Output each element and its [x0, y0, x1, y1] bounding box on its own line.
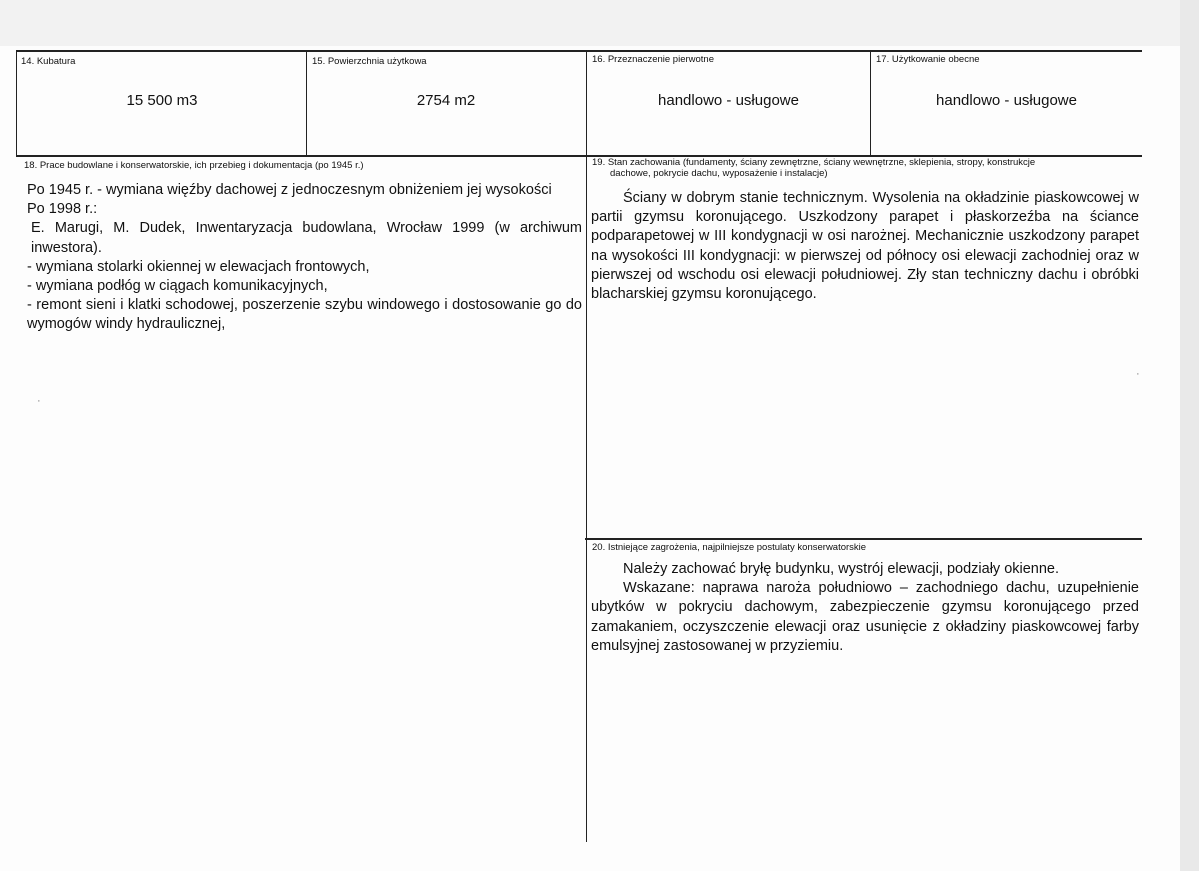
field-18-line: Po 1998 r.: — [27, 201, 98, 218]
left-border — [16, 50, 17, 156]
field-16-label: 16. Przeznaczenie pierwotne — [592, 54, 714, 65]
field-20-paragraph-1: Należy zachować bryłę budynku, wystrój elewacji, podziały okienne. — [623, 561, 1060, 577]
field-15-label: 15. Powierzchnia użytkowa — [312, 56, 427, 67]
field-18-line: E. Marugi, M. Dudek, Inwentaryzacja budowlana, Wrocław 1999 (w archiwum inwestora). — [31, 220, 582, 256]
scan-speck: · — [1136, 368, 1140, 380]
field-20-text — [591, 560, 1139, 656]
field-20-paragraph-2: Wskazane: naprawa naroża południowo – zachodniego dachu, uzupełnienie ubytków w pokryciu dachowym, zabezpieczenie gzymsu koronującego przed zamakaniem, oczyszczenie elewacji oraz usunięcie z okładziny piaskowcowej farby emulsyjnej zastosowanej w przyziemiu. — [591, 580, 1139, 654]
field-19-label — [592, 157, 1142, 179]
field-17-label: 17. Użytkowanie obecne — [876, 54, 980, 65]
field-18-line: - wymiana podłóg w ciągach komunikacyjnych, — [27, 278, 328, 295]
field-18-line: - wymiana stolarki okiennej w elewacjach frontowych, — [27, 258, 370, 275]
scan-top-margin — [0, 0, 1199, 46]
field-16-value: handlowo - usługowe — [658, 92, 799, 109]
field-19-paragraph: Ściany w dobrym stanie technicznym. Wysolenia na okładzinie piaskowcowej w partii gzymsu koronującego. Uszkodzony parapet i płaskorzeźba na ściance podparapetowej w III kondygnacji w osi narożnej. Mechanicznie uszkodzony parapet na wysokości III kondygnacji: w pierwszej od północy osi elewacji zachodniej oraz w pierwszej od wschodu osi elewacji południowej. Zły stan techniczny dachu i obróbki blacharskiej gzymsu koronującego. — [591, 190, 1139, 303]
field-17-value: handlowo - usługowe — [936, 92, 1077, 109]
field-19-text — [591, 189, 1139, 304]
field-14-label: 14. Kubatura — [21, 56, 76, 67]
col-divider-main — [586, 50, 587, 842]
field-18-line: Po 1945 r. - wymiana więźby dachowej z jednoczesnym obniżeniem jej wysokości — [27, 182, 552, 198]
row-divider-2 — [585, 538, 1142, 540]
field-19-label-line: dachowe, pokrycie dachu, wyposażenie i instalacje) — [610, 168, 828, 179]
scan-right-margin — [1180, 0, 1199, 871]
field-19-label-line: 19. Stan zachowania (fundamenty, ściany zewnętrzne, ściany wewnętrzne, sklepienia, stropy, konstrukcje — [592, 157, 1036, 168]
field-15-value: 2754 m2 — [416, 92, 476, 109]
scan-speck: · — [37, 395, 41, 407]
field-18-text — [27, 181, 582, 335]
field-14-value: 15 500 m3 — [126, 92, 198, 109]
field-18-line: - remont sieni i klatki schodowej, poszerzenie szybu windowego i dostosowanie go do wymogów windy hydraulicznej, — [27, 297, 582, 333]
top-border — [16, 50, 1142, 52]
field-20-label: 20. Istniejące zagrożenia, najpilniejsze postulaty konserwatorskie — [592, 542, 867, 553]
field-18-label: 18. Prace budowlane i konserwatorskie, ich przebieg i dokumentacja (po 1945 r.) — [24, 160, 364, 171]
